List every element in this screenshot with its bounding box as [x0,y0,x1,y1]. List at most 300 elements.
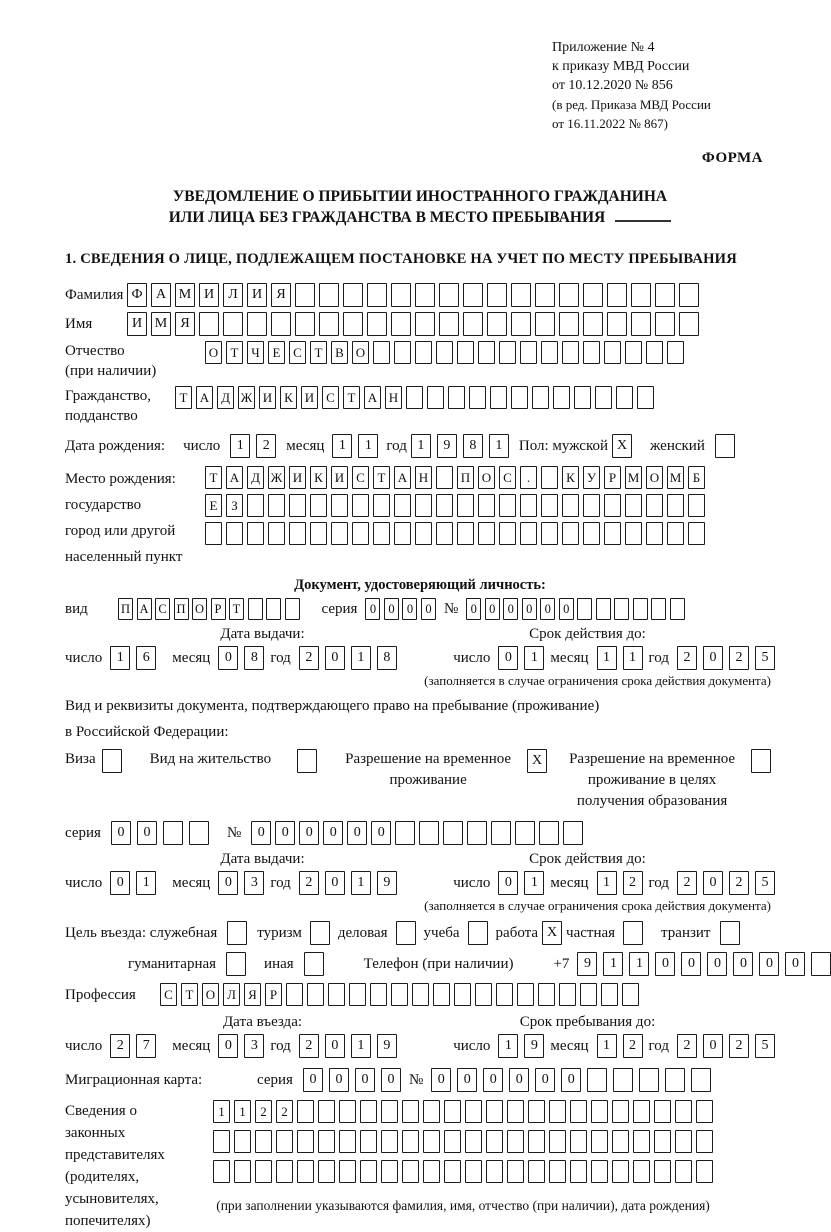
char-box[interactable] [343,312,363,336]
char-box[interactable] [535,312,555,336]
char-box[interactable]: О [202,983,219,1006]
char-box[interactable] [583,312,603,336]
char-box[interactable]: 0 [384,598,399,620]
char-box[interactable] [381,1160,398,1183]
char-box[interactable] [720,921,740,945]
char-box[interactable]: Т [181,983,198,1006]
char-box[interactable]: П [174,598,189,620]
char-box[interactable] [654,1100,671,1123]
char-box[interactable]: 0 [703,646,723,670]
char-box[interactable] [373,494,390,517]
char-box[interactable] [612,1160,629,1183]
char-box[interactable] [613,1068,633,1092]
char-box[interactable]: И [247,283,267,307]
char-box[interactable] [496,983,513,1006]
char-box[interactable] [591,1100,608,1123]
char-box[interactable] [570,1100,587,1123]
char-box[interactable] [457,341,474,364]
char-box[interactable] [468,921,488,945]
char-box[interactable] [570,1160,587,1183]
char-box[interactable] [499,494,516,517]
char-box[interactable] [248,598,263,620]
char-box[interactable] [549,1160,566,1183]
char-box[interactable]: 0 [137,821,157,845]
char-box[interactable]: 0 [251,821,271,845]
char-box[interactable]: И [199,283,219,307]
char-box[interactable] [570,1130,587,1153]
char-box[interactable] [373,341,390,364]
char-box[interactable] [499,341,516,364]
char-box[interactable] [559,983,576,1006]
char-box[interactable]: И [301,386,318,409]
char-box[interactable] [448,386,465,409]
char-box[interactable] [622,983,639,1006]
char-box[interactable]: 0 [498,871,518,895]
char-box[interactable] [646,522,663,545]
char-box[interactable]: 0 [498,646,518,670]
char-box[interactable] [604,341,621,364]
char-box[interactable] [402,1100,419,1123]
char-box[interactable] [444,1100,461,1123]
char-box[interactable] [688,522,705,545]
char-box[interactable]: 1 [597,1034,617,1058]
char-box[interactable]: 2 [729,871,749,895]
char-box[interactable]: О [646,466,663,489]
char-box[interactable] [607,312,627,336]
char-box[interactable] [436,341,453,364]
char-box[interactable]: Т [343,386,360,409]
char-box[interactable] [266,598,281,620]
char-box[interactable]: 1 [498,1034,518,1058]
char-box[interactable] [419,821,439,845]
char-box[interactable] [423,1130,440,1153]
rep-boxes-line2[interactable] [213,1130,713,1153]
char-box[interactable]: 2 [299,1034,319,1058]
char-box[interactable] [507,1130,524,1153]
char-box[interactable]: Н [415,466,432,489]
char-box[interactable] [469,386,486,409]
char-box[interactable] [427,386,444,409]
char-box[interactable] [478,522,495,545]
char-box[interactable]: 1 [136,871,156,895]
char-box[interactable] [675,1100,692,1123]
char-box[interactable] [511,386,528,409]
char-box[interactable] [486,1130,503,1153]
char-box[interactable] [234,1160,251,1183]
doc-series-boxes[interactable] [365,598,436,620]
char-box[interactable] [415,522,432,545]
entry-day-boxes[interactable] [110,1034,156,1058]
char-box[interactable] [318,1160,335,1183]
char-box[interactable]: М [667,466,684,489]
char-box[interactable]: 0 [325,871,345,895]
stay-month-boxes[interactable] [597,1034,643,1058]
char-box[interactable]: Е [205,494,222,517]
char-box[interactable] [227,921,247,945]
char-box[interactable]: 2 [256,434,276,458]
char-box[interactable]: 2 [299,646,319,670]
char-box[interactable]: Ж [238,386,255,409]
char-box[interactable]: X [542,921,562,945]
char-box[interactable] [396,921,416,945]
birth-year-boxes[interactable] [411,434,509,458]
char-box[interactable]: Р [265,983,282,1006]
char-box[interactable] [247,312,267,336]
char-box[interactable]: 9 [377,1034,397,1058]
char-box[interactable] [391,283,411,307]
char-box[interactable] [563,821,583,845]
char-box[interactable]: 7 [136,1034,156,1058]
char-box[interactable]: 0 [303,1068,323,1092]
char-box[interactable]: Л [223,283,243,307]
char-box[interactable] [511,312,531,336]
char-box[interactable] [625,494,642,517]
char-box[interactable]: К [310,466,327,489]
char-box[interactable]: 2 [276,1100,293,1123]
char-box[interactable] [646,494,663,517]
char-box[interactable]: А [394,466,411,489]
doc-valid-month-boxes[interactable] [597,646,643,670]
char-box[interactable] [679,283,699,307]
char-box[interactable] [423,1100,440,1123]
char-box[interactable] [339,1100,356,1123]
char-box[interactable]: 3 [244,1034,264,1058]
char-box[interactable]: С [322,386,339,409]
char-box[interactable]: 0 [457,1068,477,1092]
phone-boxes[interactable] [577,952,831,976]
permit-issue-year-boxes[interactable] [299,871,397,895]
doc-valid-year-boxes[interactable] [677,646,775,670]
purpose-humanitarian-checkbox[interactable] [226,952,246,976]
purpose-tourism-checkbox[interactable] [310,921,330,945]
char-box[interactable] [491,821,511,845]
char-box[interactable] [625,341,642,364]
char-box[interactable]: 1 [597,646,617,670]
char-box[interactable] [297,1160,314,1183]
char-box[interactable]: О [205,341,222,364]
purpose-study-checkbox[interactable] [468,921,488,945]
char-box[interactable]: 2 [677,646,697,670]
char-box[interactable] [223,312,243,336]
doc-kind-boxes[interactable] [118,598,300,620]
char-box[interactable] [553,386,570,409]
char-box[interactable] [486,1160,503,1183]
char-box[interactable]: 0 [218,1034,238,1058]
char-box[interactable] [499,522,516,545]
char-box[interactable]: 1 [213,1100,230,1123]
char-box[interactable] [616,386,633,409]
char-box[interactable] [436,466,453,489]
char-box[interactable] [213,1160,230,1183]
char-box[interactable] [583,522,600,545]
char-box[interactable]: 0 [535,1068,555,1092]
char-box[interactable] [511,283,531,307]
char-box[interactable] [394,522,411,545]
given-name-boxes[interactable] [127,312,699,336]
char-box[interactable]: X [612,434,632,458]
char-box[interactable] [444,1160,461,1183]
char-box[interactable] [665,1068,685,1092]
char-box[interactable]: 0 [703,1034,723,1058]
permit-valid-day-boxes[interactable] [498,871,544,895]
char-box[interactable]: 0 [681,952,701,976]
char-box[interactable] [528,1130,545,1153]
char-box[interactable] [349,983,366,1006]
char-box[interactable] [352,522,369,545]
char-box[interactable]: Р [211,598,226,620]
char-box[interactable] [541,522,558,545]
char-box[interactable]: 0 [561,1068,581,1092]
char-box[interactable]: И [331,466,348,489]
char-box[interactable] [289,494,306,517]
char-box[interactable]: 0 [325,646,345,670]
char-box[interactable]: Ф [127,283,147,307]
char-box[interactable] [310,921,330,945]
char-box[interactable] [667,341,684,364]
char-box[interactable] [433,983,450,1006]
char-box[interactable] [654,1130,671,1153]
char-box[interactable] [604,494,621,517]
char-box[interactable] [538,983,555,1006]
char-box[interactable] [373,522,390,545]
doc-valid-day-boxes[interactable] [498,646,544,670]
char-box[interactable] [163,821,183,845]
char-box[interactable]: 0 [522,598,537,620]
char-box[interactable]: М [175,283,195,307]
char-box[interactable]: 0 [431,1068,451,1092]
char-box[interactable]: 0 [483,1068,503,1092]
char-box[interactable] [102,749,122,773]
char-box[interactable] [486,1100,503,1123]
char-box[interactable]: З [226,494,243,517]
char-box[interactable] [402,1130,419,1153]
char-box[interactable] [331,522,348,545]
char-box[interactable]: О [192,598,207,620]
char-box[interactable]: 3 [244,871,264,895]
char-box[interactable] [465,1160,482,1183]
char-box[interactable] [310,494,327,517]
char-box[interactable] [457,494,474,517]
entry-month-boxes[interactable] [218,1034,264,1058]
char-box[interactable]: 1 [623,646,643,670]
char-box[interactable]: 1 [351,1034,371,1058]
char-box[interactable] [465,1130,482,1153]
char-box[interactable]: 2 [729,1034,749,1058]
char-box[interactable] [591,1160,608,1183]
char-box[interactable]: 0 [655,952,675,976]
char-box[interactable]: 0 [733,952,753,976]
char-box[interactable]: 1 [351,871,371,895]
char-box[interactable] [549,1100,566,1123]
char-box[interactable]: 2 [299,871,319,895]
char-box[interactable]: 0 [111,821,131,845]
stay-day-boxes[interactable] [498,1034,544,1058]
char-box[interactable] [596,598,611,620]
char-box[interactable]: X [527,749,547,773]
char-box[interactable] [318,1130,335,1153]
char-box[interactable]: 0 [275,821,295,845]
char-box[interactable] [478,341,495,364]
char-box[interactable] [295,283,315,307]
char-box[interactable] [574,386,591,409]
char-box[interactable] [381,1130,398,1153]
doc-issue-month-boxes[interactable] [218,646,264,670]
char-box[interactable]: А [151,283,171,307]
char-box[interactable] [415,312,435,336]
char-box[interactable] [394,341,411,364]
char-box[interactable] [487,312,507,336]
purpose-work-checkbox[interactable] [542,921,562,945]
char-box[interactable] [549,1130,566,1153]
char-box[interactable]: 0 [381,1068,401,1092]
char-box[interactable] [370,983,387,1006]
doc-number-boxes[interactable] [466,598,685,620]
char-box[interactable] [515,821,535,845]
char-box[interactable] [304,952,324,976]
char-box[interactable] [559,283,579,307]
char-box[interactable] [352,494,369,517]
char-box[interactable]: Б [688,466,705,489]
char-box[interactable]: С [160,983,177,1006]
char-box[interactable]: 0 [329,1068,349,1092]
char-box[interactable] [633,1160,650,1183]
char-box[interactable]: С [155,598,170,620]
char-box[interactable] [436,522,453,545]
char-box[interactable]: 1 [629,952,649,976]
mig-number-boxes[interactable] [431,1068,711,1092]
char-box[interactable] [562,494,579,517]
char-box[interactable] [406,386,423,409]
char-box[interactable]: Я [271,283,291,307]
char-box[interactable] [205,522,222,545]
char-box[interactable] [631,312,651,336]
char-box[interactable]: О [478,466,495,489]
char-box[interactable] [213,1130,230,1153]
char-box[interactable] [577,598,592,620]
char-box[interactable] [415,283,435,307]
char-box[interactable] [307,983,324,1006]
sex-female-checkbox[interactable] [715,434,735,458]
char-box[interactable]: 8 [244,646,264,670]
char-box[interactable] [331,494,348,517]
char-box[interactable]: 1 [351,646,371,670]
char-box[interactable] [463,283,483,307]
char-box[interactable] [633,1100,650,1123]
char-box[interactable]: А [137,598,152,620]
permit-number-boxes[interactable] [251,821,583,845]
char-box[interactable] [655,312,675,336]
char-box[interactable]: 5 [755,646,775,670]
char-box[interactable]: 2 [677,871,697,895]
purpose-private-checkbox[interactable] [623,921,643,945]
char-box[interactable] [391,983,408,1006]
char-box[interactable] [655,283,675,307]
char-box[interactable] [199,312,219,336]
char-box[interactable]: Т [229,598,244,620]
char-box[interactable]: 1 [230,434,250,458]
char-box[interactable] [487,283,507,307]
char-box[interactable] [268,522,285,545]
permit-valid-year-boxes[interactable] [677,871,775,895]
entry-year-boxes[interactable] [299,1034,397,1058]
char-box[interactable] [467,821,487,845]
char-box[interactable] [286,983,303,1006]
char-box[interactable]: 0 [509,1068,529,1092]
char-box[interactable] [295,312,315,336]
char-box[interactable]: В [331,341,348,364]
birth-place-boxes-line3[interactable] [205,522,705,545]
char-box[interactable] [595,386,612,409]
char-box[interactable] [541,494,558,517]
char-box[interactable] [625,522,642,545]
char-box[interactable] [268,494,285,517]
char-box[interactable]: 2 [255,1100,272,1123]
char-box[interactable]: 0 [503,598,518,620]
char-box[interactable] [604,522,621,545]
char-box[interactable]: 1 [234,1100,251,1123]
char-box[interactable]: 1 [332,434,352,458]
char-box[interactable] [436,494,453,517]
char-box[interactable] [234,1130,251,1153]
char-box[interactable] [415,341,432,364]
char-box[interactable]: 0 [110,871,130,895]
char-box[interactable]: 1 [524,871,544,895]
char-box[interactable] [255,1130,272,1153]
char-box[interactable]: 0 [759,952,779,976]
char-box[interactable] [339,1130,356,1153]
char-box[interactable]: М [151,312,171,336]
char-box[interactable]: 2 [729,646,749,670]
char-box[interactable]: . [520,466,537,489]
char-box[interactable]: Т [310,341,327,364]
char-box[interactable] [381,1100,398,1123]
char-box[interactable] [226,952,246,976]
char-box[interactable] [675,1160,692,1183]
char-box[interactable] [691,1068,711,1092]
rep-boxes-line1[interactable] [213,1100,713,1123]
char-box[interactable]: Т [373,466,390,489]
char-box[interactable]: Я [175,312,195,336]
char-box[interactable]: 0 [703,871,723,895]
permit-issue-month-boxes[interactable] [218,871,264,895]
char-box[interactable] [297,1100,314,1123]
char-box[interactable]: 1 [603,952,623,976]
char-box[interactable] [457,522,474,545]
char-box[interactable]: И [289,466,306,489]
char-box[interactable]: 0 [218,871,238,895]
char-box[interactable]: 5 [755,871,775,895]
char-box[interactable] [633,1130,650,1153]
char-box[interactable] [412,983,429,1006]
birth-month-boxes[interactable] [332,434,378,458]
char-box[interactable] [614,598,629,620]
char-box[interactable]: 2 [677,1034,697,1058]
char-box[interactable] [715,434,735,458]
char-box[interactable]: 0 [540,598,555,620]
char-box[interactable]: О [352,341,369,364]
char-box[interactable] [478,494,495,517]
char-box[interactable]: 0 [323,821,343,845]
char-box[interactable]: С [289,341,306,364]
char-box[interactable] [623,921,643,945]
purpose-other-checkbox[interactable] [304,952,324,976]
char-box[interactable] [285,598,300,620]
char-box[interactable] [532,386,549,409]
char-box[interactable]: А [226,466,243,489]
char-box[interactable]: Т [205,466,222,489]
char-box[interactable] [811,952,831,976]
char-box[interactable] [289,522,306,545]
